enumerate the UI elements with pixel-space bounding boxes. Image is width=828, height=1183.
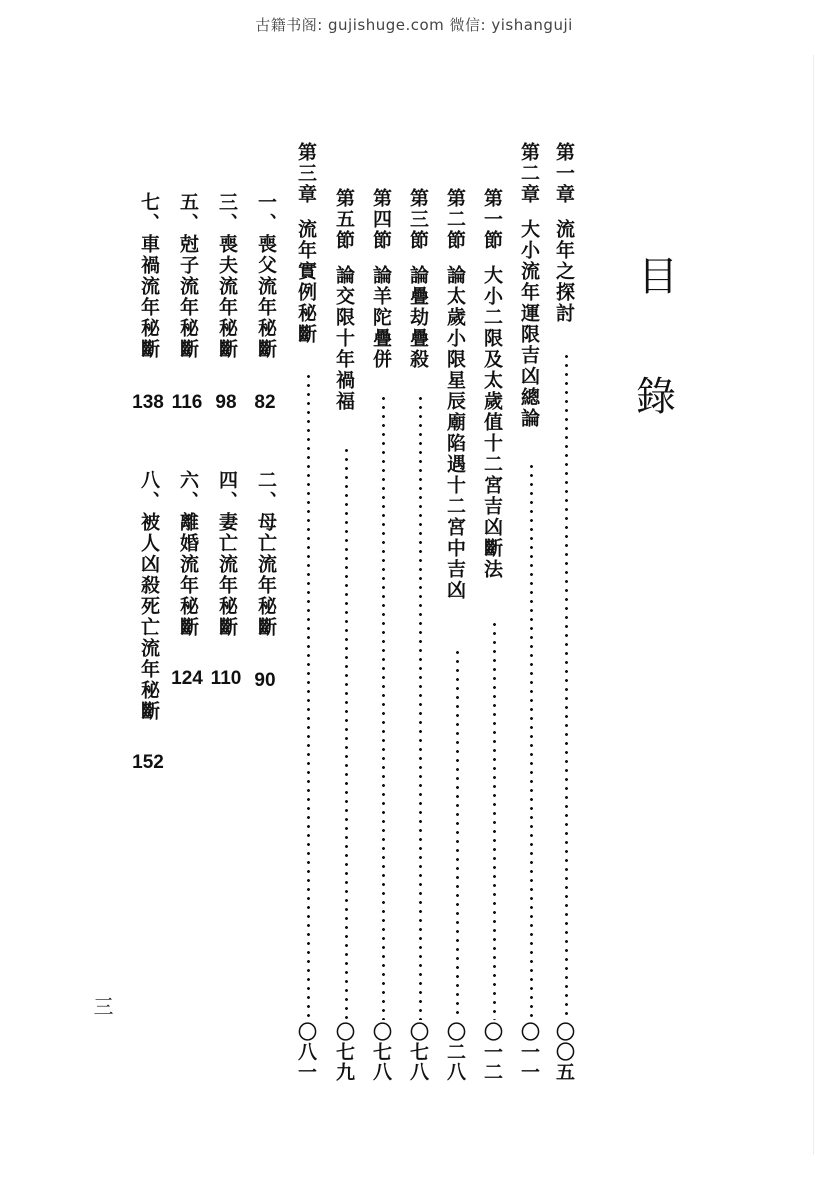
page-folio: 三: [90, 996, 114, 1016]
sub-entry-page: 152: [132, 752, 164, 773]
sub-entry: 七、車禍流年秘斷: [138, 192, 160, 360]
sub-entry: 三、喪夫流年秘斷: [216, 192, 238, 360]
leader-dots: [345, 446, 348, 1020]
sub-entry-page: 138: [132, 392, 164, 413]
toc-title: 流年實例秘斷: [295, 219, 317, 345]
toc-label: 第一章: [553, 142, 575, 205]
toc-label: 第三節: [407, 188, 429, 251]
leader-dots: [493, 620, 496, 1020]
toc-title: 論太歲小限星辰廟陷遇十二宮中吉凶: [444, 265, 466, 601]
toc-entry-3: [482, 188, 501, 580]
toc-page: 〇一一: [518, 1022, 540, 1082]
toc-entry-1: [554, 142, 573, 324]
toc-title: 大小流年運限吉凶總論: [518, 219, 540, 429]
toc-page: 〇一二: [481, 1022, 503, 1082]
toc-title: 大小二限及太歲值十二宮吉凶斷法: [481, 265, 503, 580]
toc-page: 〇八一: [295, 1022, 317, 1082]
toc-page: 〇七九: [333, 1022, 355, 1082]
watermark-text: 古籍书阁: gujishuge.com 微信: yishanguji: [255, 16, 573, 34]
leader-dots: [530, 462, 533, 1020]
leader-dots: [307, 372, 310, 1020]
toc-entry-7: [334, 188, 353, 412]
leader-dots: [382, 394, 385, 1020]
toc-page: 〇二八: [444, 1022, 466, 1082]
toc-title: 流年之探討: [553, 219, 575, 324]
toc-title: 論羊陀疊併: [370, 265, 392, 370]
toc-entry-6: [371, 188, 390, 370]
page-edge: [813, 55, 828, 1155]
title-char-mu: 目: [638, 254, 678, 300]
sub-entry: 八、被人凶殺死亡流年秘斷: [138, 470, 160, 722]
toc-label: 第二章: [518, 142, 540, 205]
sub-entry-page: 82: [254, 392, 276, 413]
leader-dots: [565, 352, 568, 1020]
sub-entry-page: 124: [171, 668, 203, 689]
toc-entry-5: [408, 188, 427, 370]
sub-entry: 五、尅子流年秘斷: [177, 192, 199, 360]
sub-entry: 四、妻亡流年秘斷: [216, 470, 238, 638]
toc-entry-8: [296, 142, 315, 345]
toc-label: 第三章: [295, 142, 317, 205]
leader-dots: [419, 394, 422, 1020]
leader-dots: [456, 648, 459, 1020]
sub-entry: 二、母亡流年秘斷: [255, 470, 277, 638]
sub-entry-page: 98: [215, 392, 237, 413]
toc-title: 論疊劫疊殺: [407, 265, 429, 370]
sub-entry: 六、離婚流年秘斷: [177, 470, 199, 638]
toc-label: 第四節: [370, 188, 392, 251]
sub-entry-page: 110: [210, 668, 242, 689]
toc-page: 〇七八: [407, 1022, 429, 1082]
toc-label: 第二節: [444, 188, 466, 251]
toc-page: 〇〇五: [553, 1022, 575, 1082]
sub-entry: 一、喪父流年秘斷: [255, 192, 277, 360]
toc-entry-4: [445, 188, 464, 601]
toc-label: 第一節: [481, 188, 503, 251]
toc-title: 論交限十年禍福: [333, 265, 355, 412]
title-char-lu: 錄: [636, 374, 676, 420]
sub-entry-page: 90: [254, 670, 276, 691]
sub-entry-page: 116: [171, 392, 203, 413]
toc-entry-2: [519, 142, 538, 429]
toc-page: 〇七八: [370, 1022, 392, 1082]
toc-label: 第五節: [333, 188, 355, 251]
